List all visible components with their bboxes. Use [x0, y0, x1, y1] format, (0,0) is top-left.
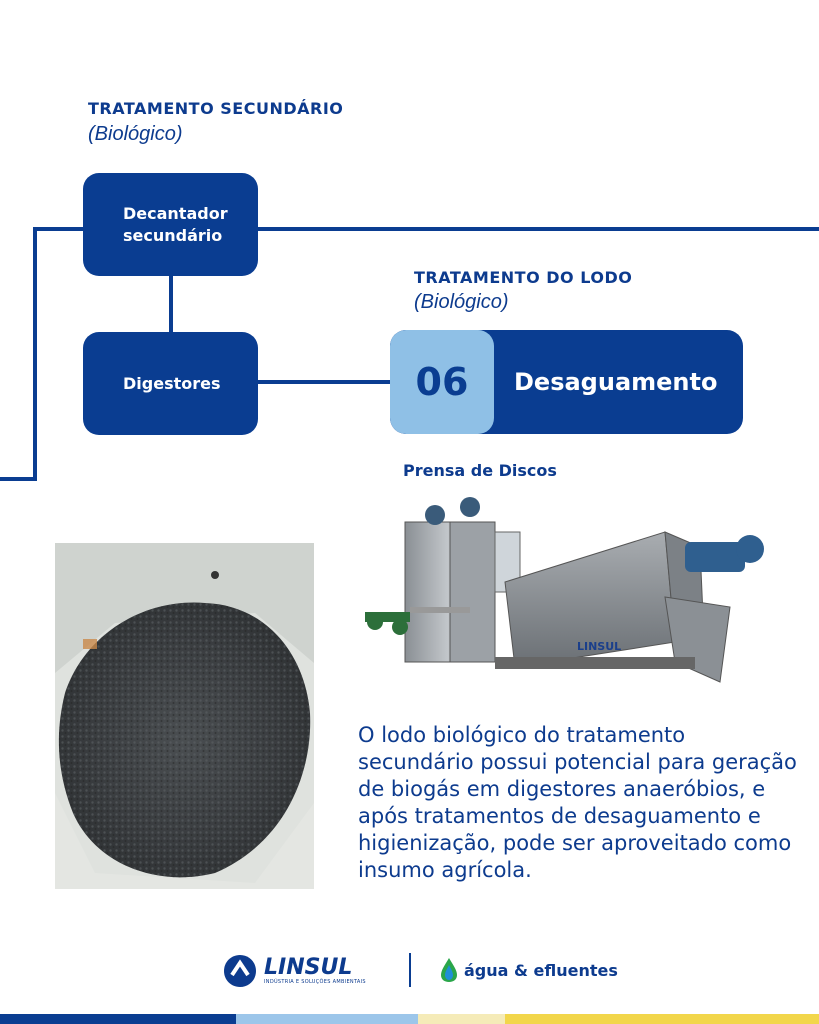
- step-number: 06: [390, 330, 494, 434]
- partner-name: água & efluentes: [464, 960, 618, 980]
- flow-line-left-vertical: [33, 227, 37, 481]
- brand-tagline: INDÚSTRIA E SOLUÇÕES AMBIENTAIS: [264, 979, 366, 985]
- footer-divider: [409, 953, 411, 987]
- node-decantador-line2: secundário: [123, 225, 223, 245]
- flow-line-left-bottom: [0, 477, 37, 481]
- flow-line-vertical-mid: [169, 275, 173, 332]
- footer-bar-blue: [0, 1014, 236, 1024]
- footer-bar-pale-yellow: [418, 1014, 505, 1024]
- secondary-subtitle: (Biológico): [88, 123, 183, 145]
- footer-bar-yellow: [505, 1014, 819, 1024]
- flow-line-to-step: [258, 380, 390, 384]
- secondary-title: TRATAMENTO SECUNDÁRIO: [88, 99, 344, 118]
- node-decantador: [83, 173, 258, 276]
- sludge-photo: [55, 543, 314, 889]
- linsul-logo: [222, 951, 377, 991]
- flow-line-left-horizontal: [33, 227, 83, 231]
- footer-bar-light-blue: [236, 1014, 418, 1024]
- equipment-caption: Prensa de Discos: [403, 461, 557, 480]
- water-drop-icon: [440, 957, 458, 983]
- linsul-logo-mark: [222, 953, 258, 989]
- brand-name: LINSUL: [264, 955, 353, 980]
- machine-badge: LINSUL: [577, 640, 622, 653]
- partner-logo: [440, 955, 618, 985]
- node-decantador-line1: Decantador: [123, 203, 228, 223]
- node-digestores-label: Digestores: [123, 373, 221, 393]
- node-digestores: [83, 332, 258, 435]
- sludge-subtitle: (Biológico): [414, 291, 509, 313]
- sludge-title: TRATAMENTO DO LODO: [414, 268, 633, 287]
- step-label: Desaguamento: [514, 368, 718, 396]
- flow-line-top: [258, 227, 819, 231]
- disc-press-image: [355, 487, 810, 707]
- description-text: O lodo biológico do tratamento secundário possui potencial para geração de biogás em digestores anaeróbios, e após tratamentos de desaguamento e higienização, pode ser aproveitado como insumo agrícola.: [358, 723, 797, 882]
- step-card: [390, 330, 743, 434]
